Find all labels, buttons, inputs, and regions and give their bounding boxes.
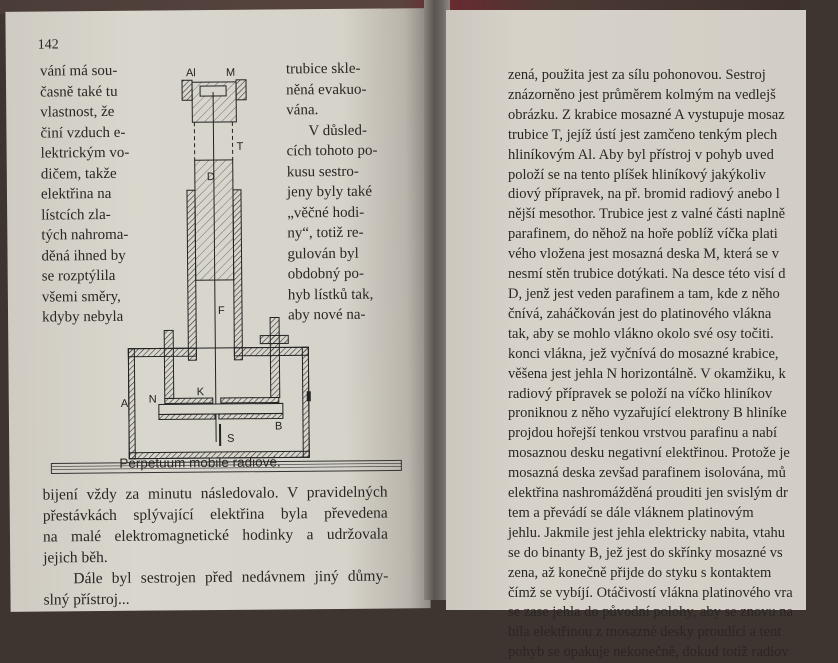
text-line: slný přístroj... [43, 587, 388, 611]
left-page-body [43, 482, 389, 611]
text-line: elektřina na [41, 184, 151, 205]
text-line: dičem, takže [41, 163, 151, 184]
text-line: bijení vždy za minutu následovalo. V pravidelných [43, 482, 388, 506]
left-page [5, 8, 430, 612]
text-line: trubice T, jejíž ústí jest zamčeno tenkým plech [508, 126, 838, 146]
text-line: tých nahroma- [41, 225, 151, 246]
text-line: bila elektřinou z mosazné desky proudící a tent [508, 623, 838, 643]
label-k: K [197, 386, 205, 398]
label-m: M [226, 67, 235, 79]
label-n: N [149, 394, 157, 406]
text-line: jehlu. Jakmile jest jehla elektricky nabita, vtahu [508, 524, 838, 544]
text-line: se rozptýlila [42, 266, 152, 287]
text-line: diový přípravek, na př. bromid radiový anebo l [508, 185, 838, 205]
label-t: T [237, 141, 244, 153]
page-number: 142 [38, 37, 59, 53]
text-line: V důsled- [286, 120, 396, 141]
text-line: děná ihned by [41, 245, 151, 266]
text-line: mosaznou desku negativní elektřinou. Protože je [508, 444, 838, 464]
text-line: jejich běh. [43, 545, 388, 569]
label-a: A [121, 398, 129, 410]
text-line: elektřina nashromážděná prouditi jen svislým dr [508, 484, 838, 504]
text-line: na malé elektromagnetické hodinky a udržovala [43, 524, 388, 548]
text-line: cích tohoto po- [287, 140, 397, 161]
text-line: se zase jehla do původní polohy, aby se znovu na [508, 603, 838, 623]
text-line: jeny byly také [287, 181, 397, 202]
text-line: tak, aby se mohlo vlákno okolo své osy točiti. [508, 325, 838, 345]
text-line: „věčné hodi- [287, 202, 397, 223]
text-line: konci vlákna, jež vyčnívá do mosazné krabice, [508, 345, 838, 365]
text-line: D, jenž jest veden parafinem a tam, kde z něho [508, 285, 838, 305]
text-line: vlastnost, že [40, 102, 150, 123]
right-page-body [508, 66, 838, 663]
text-line: parafinem, do něhož na hoře poblíž víčka plati [508, 225, 838, 245]
text-line: něná evakuo- [286, 79, 396, 100]
text-line: trubice skle- [286, 58, 396, 79]
text-line: přestávkách splývající elektřina byla převedena [43, 503, 388, 527]
text-line: obrázku. Z krabice mosazné A vystupuje mosaz [508, 106, 838, 126]
text-line: ny“, totiž re- [287, 222, 397, 243]
text-line: položí se na tento plíšek hliníkový jakýkoliv [508, 166, 838, 186]
text-line: věšena jest jehla N horizontálně. V okamžiku, k [508, 365, 838, 385]
label-al: Al [186, 67, 196, 79]
text-line: znázorněno jest průměrem kolmým na vedlejš [508, 86, 838, 106]
text-line: tem a převádí se dále vláknem platinovým [508, 504, 838, 524]
text-line: lektrickým vo- [41, 143, 151, 164]
figure-caption: Perpetuum mobile radiové. [119, 454, 280, 470]
text-line: činí vzduch e- [40, 122, 150, 143]
text-line: zena, až konečně přijde do styku s kontaktem [508, 564, 838, 584]
text-line: gulován byl [287, 243, 397, 264]
text-line: lístcích zla- [41, 204, 151, 225]
text-line: nější mesothor. Trubice jest z valné části naplně [508, 205, 838, 225]
text-line: obdobný po- [288, 263, 398, 284]
right-page [446, 10, 806, 610]
text-line: nesmí stěn trubice dotýkati. Na desce této visí d [508, 265, 838, 285]
text-line: všemi směry, [42, 286, 152, 307]
text-line: mosazná deska zevšad parafinem isolována, mů [508, 464, 838, 484]
text-line: hyb lístků tak, [288, 284, 398, 305]
text-line: čímž se vybíjí. Otáčivostí vlákna platinového vra [508, 584, 838, 604]
label-d: D [207, 171, 215, 183]
text-line: kdyby nebyla [42, 307, 152, 328]
label-f: F [218, 305, 225, 317]
right-narrow-column [286, 58, 398, 325]
text-line: radiový přípravek se položí na víčko hliníkov [508, 385, 838, 405]
text-line: čnívá, zaháčkován jest do platinového vlákna [508, 305, 838, 325]
text-line: pohyb se opakuje nekonečně, dokud totiž radiov [508, 643, 838, 663]
text-line: vána. [286, 99, 396, 120]
text-line: Dále byl sestrojen před nedávnem jiný důmy- [43, 566, 388, 590]
text-line: kusu sestro- [287, 161, 397, 182]
text-line: projdou hořejší tenkou vrstvou parafinu a nabí [508, 424, 838, 444]
label-s: S [227, 433, 234, 445]
text-line: aby nové na- [288, 304, 398, 325]
label-b: B [275, 420, 282, 432]
text-line: zená, použita jest za sílu pohonovou. Sestroj [508, 66, 838, 86]
text-line: proniknou z něho vyzařující elektrony B hliníke [508, 404, 838, 424]
text-line: se do binanty B, jež jest do skřínky mosazné vs [508, 544, 838, 564]
text-line: vého vložena jest mosazná deska M, která se v [508, 245, 838, 265]
text-line: časně také tu [40, 81, 150, 102]
text-line: hliníkovým Al. Aby byl přístroj v pohyb uved [508, 146, 838, 166]
text-line: vání má sou- [40, 61, 150, 82]
